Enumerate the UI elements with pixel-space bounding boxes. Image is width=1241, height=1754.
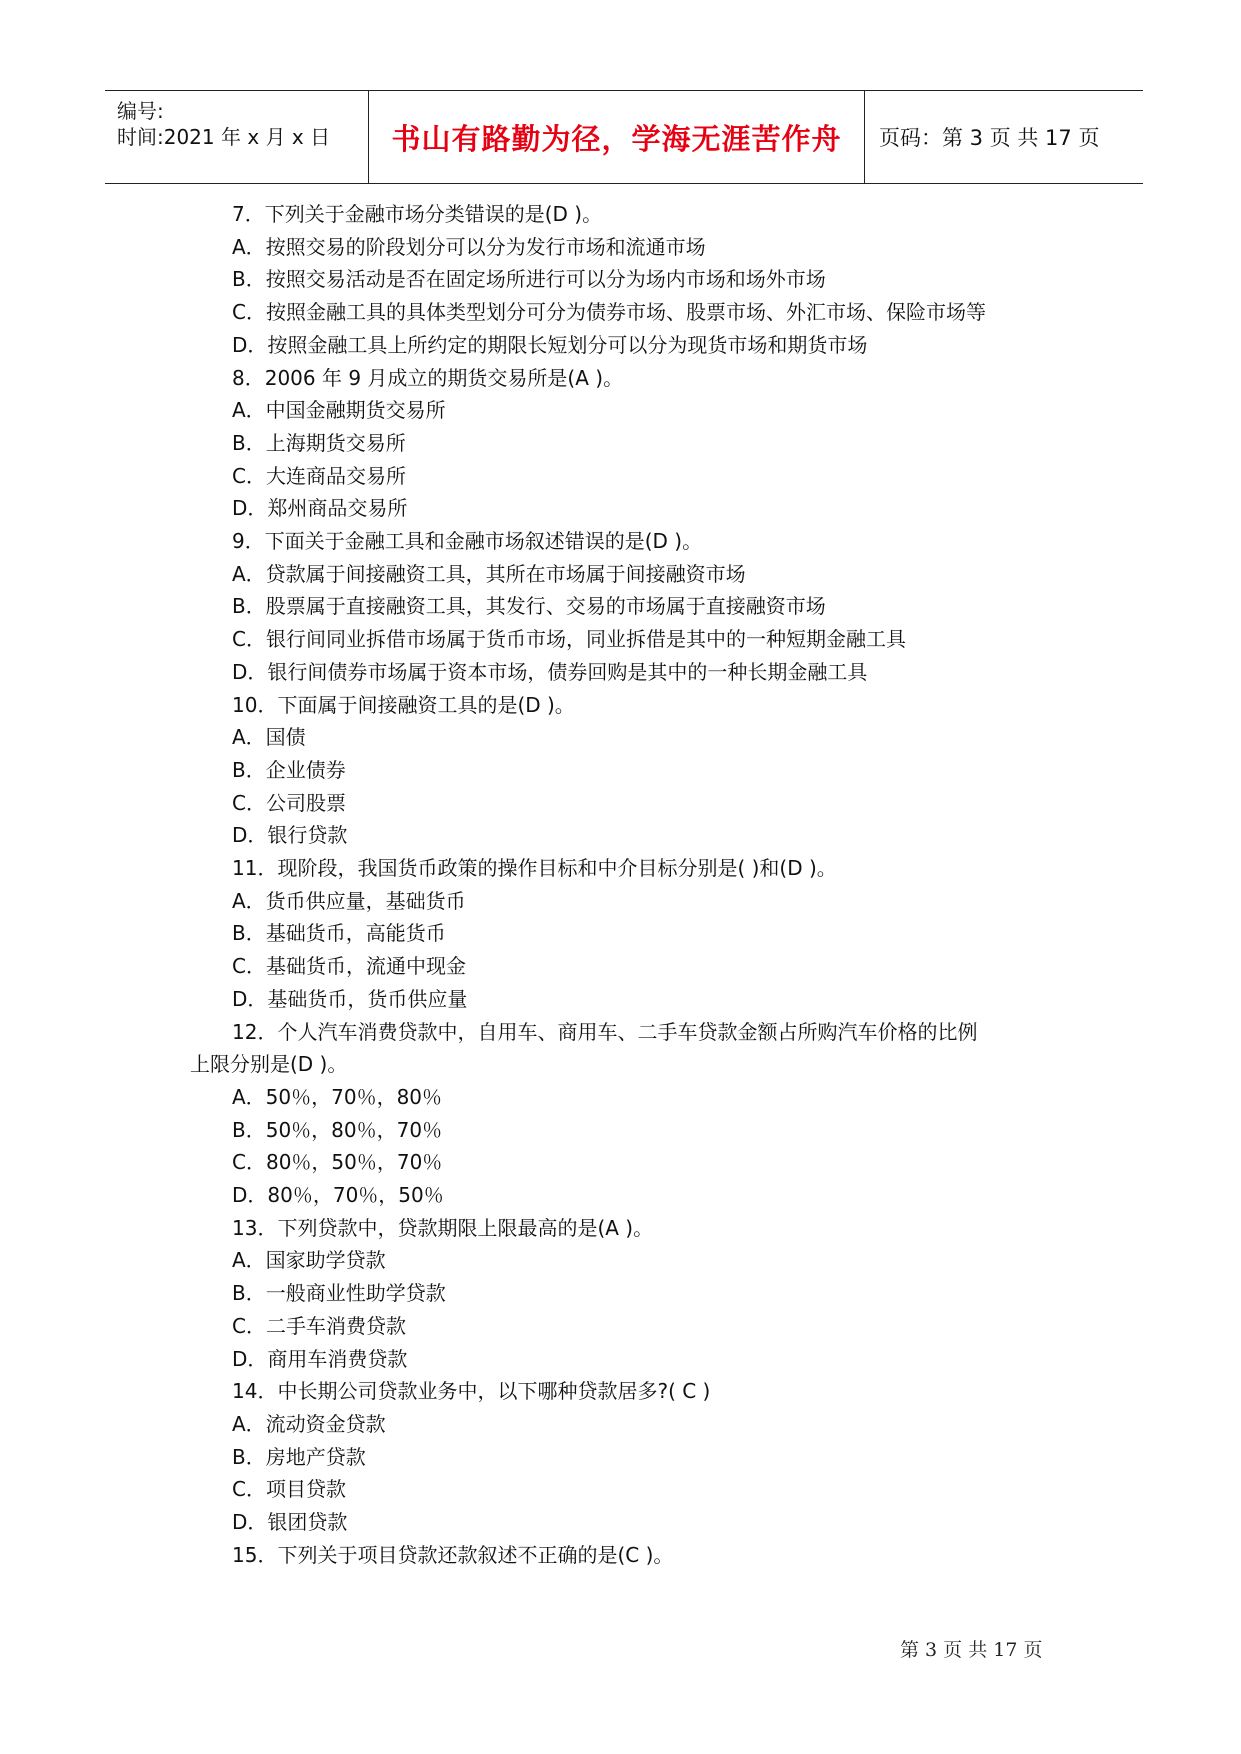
option-line: B．基础货币，高能货币 (232, 921, 446, 946)
option-line: C．80％，50％，70％ (232, 1150, 443, 1175)
continuation-line: 上限分别是(D )。 (190, 1052, 348, 1077)
option-line: A．国家助学贷款 (232, 1248, 386, 1273)
option-line: A．50％，70％，80％ (232, 1084, 443, 1109)
question-line: 11．现阶段，我国货币政策的操作目标和中介目标分别是( )和(D )。 (232, 856, 837, 880)
header-page-code: 页码：第 3 页 共 17 页 (879, 126, 1100, 150)
option-line: D．按照金融工具上所约定的期限长短划分可以分为现货市场和期货市场 (232, 332, 868, 357)
option-line: B．按照交易活动是否在固定场所进行可以分为场内市场和场外市场 (232, 267, 826, 292)
document-number-label: 编号: (117, 99, 164, 123)
option-line: B．一般商业性助学贷款 (232, 1281, 446, 1306)
option-line: D．80％，70％，50％ (232, 1183, 444, 1207)
option-line: B．股票属于直接融资工具，其发行、交易的市场属于直接融资市场 (232, 594, 826, 619)
question-line: 15．下列关于项目贷款还款叙述不正确的是(C )。 (232, 1542, 674, 1567)
option-line: B．上海期货交易所 (232, 430, 406, 455)
option-line: D．郑州商品交易所 (232, 496, 408, 521)
option-line: D．银团贷款 (232, 1510, 348, 1534)
option-line: A．贷款属于间接融资工具，其所在市场属于间接融资市场 (232, 561, 746, 586)
option-line: B．企业债券 (232, 757, 346, 782)
option-line: C．项目贷款 (232, 1477, 346, 1502)
option-line: B．50％，80％，70％ (232, 1117, 443, 1142)
option-line: A．中国金融期货交易所 (232, 398, 446, 423)
option-line: C．按照金融工具的具体类型划分可分为债券市场、股票市场、外汇市场、保险市场等 (232, 300, 986, 325)
option-line: C．银行间同业拆借市场属于货币市场，同业拆借是其中的一种短期金融工具 (232, 627, 906, 652)
option-line: C．公司股票 (232, 790, 346, 815)
question-line: 10．下面属于间接融资工具的是(D )。 (232, 692, 575, 717)
option-line: C．大连商品交易所 (232, 463, 406, 488)
question-line: 14．中长期公司贷款业务中，以下哪种贷款居多?( C ) (232, 1379, 711, 1404)
option-line: B．房地产贷款 (232, 1444, 366, 1469)
option-line: D．基础货币，货币供应量 (232, 986, 468, 1011)
question-line: 13．下列贷款中，贷款期限上限最高的是(A )。 (232, 1215, 654, 1240)
header-motto: 书山有路勤为径，学海无涯苦作舟 (391, 121, 842, 156)
option-line: A．流动资金贷款 (232, 1411, 386, 1436)
question-line: 9．下面关于金融工具和金融市场叙述错误的是(D )。 (232, 529, 703, 553)
option-line: D．银行间债券市场属于资本市场，债券回购是其中的一种长期金融工具 (232, 659, 868, 684)
option-line: C．二手车消费贷款 (232, 1313, 406, 1338)
option-line: A．货币供应量，基础货币 (232, 888, 466, 913)
question-line: 8．2006 年 9 月成立的期货交易所是(A )。 (232, 365, 624, 390)
option-line: D．商用车消费贷款 (232, 1346, 408, 1371)
option-line: D．银行贷款 (232, 823, 348, 848)
option-line: A．国债 (232, 725, 306, 750)
option-line: A．按照交易的阶段划分可以分为发行市场和流通市场 (232, 234, 706, 259)
question-line: 12．个人汽车消费贷款中，自用车、商用车、二手车贷款金额占所购汽车价格的比例 (232, 1019, 978, 1044)
option-line: C．基础货币，流通中现金 (232, 954, 466, 979)
page-footer: 第 3 页 共 17 页 (900, 1639, 1043, 1661)
question-line: 7．下列关于金融市场分类错误的是(D )。 (232, 202, 603, 226)
document-time-label: 时间:2021 年 x 月 x 日 (117, 125, 331, 149)
